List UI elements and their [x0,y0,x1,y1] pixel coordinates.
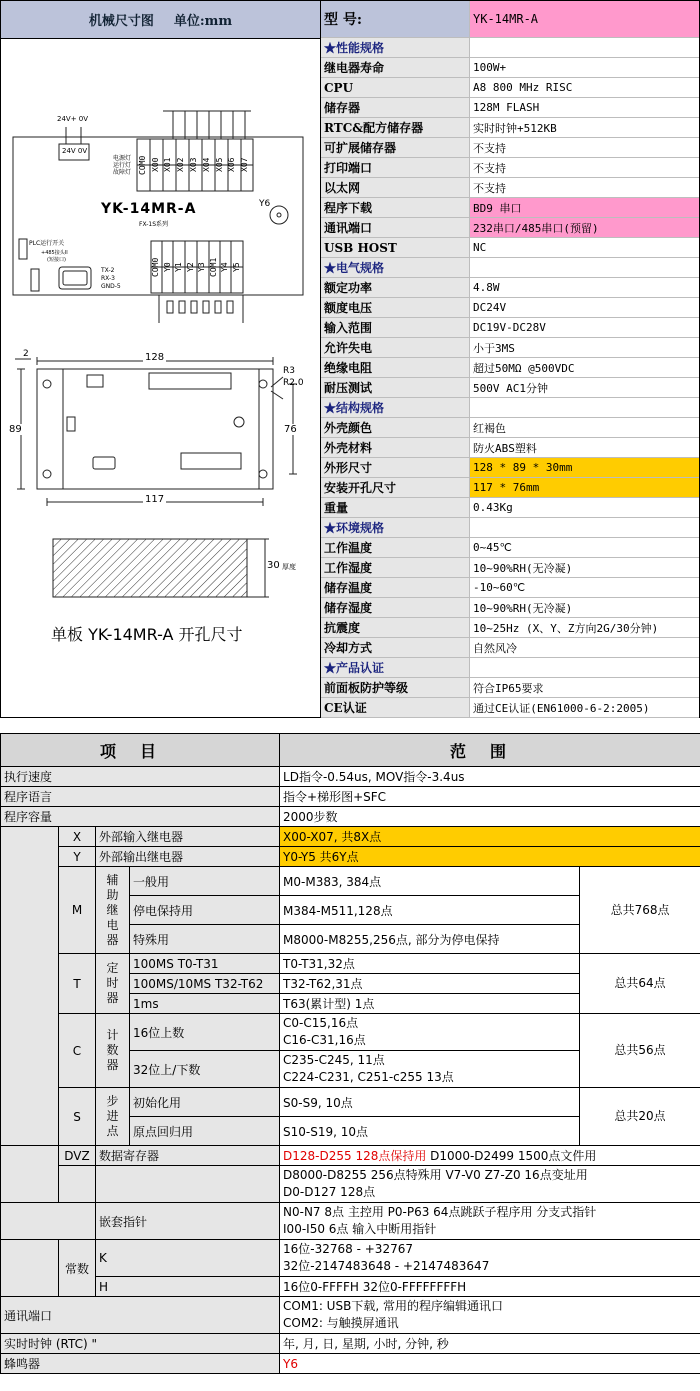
serial-pin-labels [101,267,121,291]
spec-value: DC19V-DC28V [470,318,700,338]
spec-value: 符合IP65要求 [470,678,700,698]
side-view-body [37,369,273,489]
power-label: 24V+ 0V [57,115,89,123]
spec-key: 可扩展储存器 [321,138,470,158]
spec-table [321,1,699,718]
prog-lang-label: 程序语言 [1,787,280,807]
spec-section-title: ★产品认证 [321,658,470,678]
spec-key: 重量 [321,498,470,518]
drawing-header [1,1,320,39]
spec-row [321,138,699,158]
spec-row [321,598,699,618]
spec-value: -10~60℃ [470,578,700,598]
dim-height: 89 [9,424,22,435]
c2-value-1: C235-C245, 11点 [283,1053,385,1067]
spec-key: 储存器 [321,98,470,118]
spec-value: 实时时钟+512KB [470,118,700,138]
input-pin: X02 [176,157,186,173]
table-row [1,1354,700,1374]
spec-row [321,418,699,438]
drawing-unit: 单位:mm [173,14,233,29]
dim-thickness: 30 [267,560,280,571]
t2-value: T32-T62,31点 [280,974,580,994]
spec-key: 安装开孔尺寸 [321,478,470,498]
nest-label: 嵌套指针 [96,1203,280,1240]
board-model: YK-14MR-A [101,201,197,217]
x-code: X [59,827,96,847]
spec-section-title: ★性能规格 [321,38,470,58]
plc-switch-label: PLC运行开关 [29,240,65,247]
input-pin: X03 [189,157,199,173]
y6-label: Y6 [259,199,271,209]
spec-row [321,278,699,298]
spec-key: 冷却方式 [321,638,470,658]
spec-value: 4.8W [470,278,700,298]
k-value-2: 32位-2147483648 - +2147483647 [283,1259,490,1273]
header-item: 项目 [1,734,280,767]
serial-pin: TX-2 [101,267,115,274]
spec-row [321,678,699,698]
output-pin: COM1 [208,257,218,277]
drawing-title: 机械尺寸图 [88,14,154,29]
spec-row [321,218,699,238]
s-group: 步进点 [106,1094,119,1138]
spec-row [321,378,699,398]
spec-section-title: ★环境规格 [321,518,470,538]
t1-label: 100MS T0-T31 [130,954,280,974]
spec-value: 自然风冷 [470,638,700,658]
m2-value: M384-M511,128点 [280,896,580,925]
dvz-label: 数据寄存器 [96,1146,280,1166]
spec-value: 小于3MS [470,338,700,358]
table-row [1,1014,700,1051]
m1-value: M0-M383, 384点 [280,867,580,896]
spec-value: 0~45℃ [470,538,700,558]
output-pin: Y4 [220,262,229,272]
prog-lang-value: 指令+梯形图+SFC [280,787,700,807]
header-range: 范围 [280,734,700,767]
spec-key: 输入范围 [321,318,470,338]
spec-key: CPU [321,78,470,98]
k-code: K [96,1240,280,1277]
spec-section-row [321,658,699,678]
spec-section-title: ★电气规格 [321,258,470,278]
spec-row [321,618,699,638]
spec-row [321,578,699,598]
nest-value-2: I00-I50 6点 输入中断用指针 [283,1222,437,1236]
h-value: 16位0-FFFFH 32位0-FFFFFFFFH [280,1277,700,1297]
prog-cap-value: 2000步数 [280,807,700,827]
spec-key: 工作湿度 [321,558,470,578]
table-row [1,1297,700,1334]
mechanical-drawing [1,39,320,717]
spec-section-row [321,38,699,58]
spec-key: RTC&配方储存器 [321,118,470,138]
spec-row [321,478,699,498]
table-row [1,767,700,787]
spec-value: DC24V [470,298,700,318]
input-pin: X00 [150,157,160,173]
output-pin: Y3 [197,262,206,272]
spec-value: 128M FLASH [470,98,700,118]
output-pin: Y5 [231,262,241,272]
spec-key: USB HOST [321,238,470,258]
output-pin-labels [151,244,243,290]
dim-cutout-height: 76 [284,424,297,435]
s2-label: 原点回归用 [130,1117,280,1146]
spec-key: 外壳颜色 [321,418,470,438]
nest-value-1: N0-N7 8点 主控用 P0-P63 64点跳跃子程序用 分支式指针 [283,1205,597,1219]
dim-r2: R2.0 [283,378,304,388]
spec-key: 储存湿度 [321,598,470,618]
spec-value: 不支持 [470,138,700,158]
spec-value: 232串口/485串口(预留) [470,218,700,238]
spec-key: 耐压测试 [321,378,470,398]
rs485-sub-label: (短接口) [47,257,66,263]
run-lamp-label: 运行灯 [113,162,132,169]
t3-label: 1ms [130,994,280,1014]
k-value-1: 16位-32768 - +32767 [283,1242,413,1256]
spec-section-row [321,258,699,278]
spec-row [321,98,699,118]
rtc-label: 实时时钟 (RTC) " [1,1334,280,1354]
c1-value-2: C16-C31,16点 [283,1033,366,1047]
table-row [1,1166,700,1203]
spec-value: 防火ABS塑料 [470,438,700,458]
table-row [1,1146,700,1166]
x-label: 外部输入继电器 [96,827,280,847]
spec-section-title: ★结构规格 [321,398,470,418]
model-value: YK-14MR-A [470,1,700,38]
drawing-svg [1,39,319,717]
exec-speed-value: LD指令-0.54us, MOV指令-3.4us [280,767,700,787]
output-pin: Y2 [185,262,195,272]
comm-value-2: COM2: 与触摸屏通讯 [283,1316,399,1330]
spec-value: 通过CE认证(EN61000-6-2:2005) [470,698,700,718]
t3-value: T63(累计型) 1点 [280,994,580,1014]
model-row [321,1,699,38]
spec-row [321,698,699,718]
spec-value [470,518,700,538]
spec-value: 500V AC1分钟 [470,378,700,398]
dim-cutout-width: 117 [145,494,165,505]
spec-row [321,538,699,558]
spec-value: 128 * 89 * 30mm [470,458,700,478]
spec-value: BD9 串口 [470,198,700,218]
spec-key: 继电器寿命 [321,58,470,78]
spec-value: 117 * 76mm [470,478,700,498]
m2-label: 停电保持用 [130,896,280,925]
power-lamp-label: 电源灯 [113,155,132,162]
spec-key: 程序下载 [321,198,470,218]
spec-key: 通讯端口 [321,218,470,238]
drawing-panel [1,1,321,717]
c2-label: 32位上/下数 [130,1051,280,1088]
s-total: 总共20点 [580,1088,700,1146]
s2-value: S10-S19, 10点 [280,1117,580,1146]
m-total: 总共768点 [580,867,700,954]
table-row [1,867,700,896]
spec-value [470,398,700,418]
spec-row [321,558,699,578]
m-group: 辅助继电器 [106,872,119,947]
output-pin: Y0 [162,262,172,272]
spec-value: 100W+ [470,58,700,78]
spec-key: 额定功率 [321,278,470,298]
t-total: 总共64点 [580,954,700,1014]
spec-key: 外壳材料 [321,438,470,458]
input-pin: COM0 [137,155,147,175]
c-code: C [59,1014,96,1088]
m1-label: 一般用 [130,867,280,896]
spec-key: 允许失电 [321,338,470,358]
table-row [1,827,700,847]
buzzer-value: Y6 [280,1354,700,1374]
spec-key: 抗震度 [321,618,470,638]
model-label: 型 号: [321,1,470,38]
spec-row [321,78,699,98]
dim-edge: 2 [23,349,29,359]
const-label: 常数 [59,1240,96,1297]
t-group: 定时器 [106,961,119,1005]
function-header [1,734,700,767]
input-pin: X04 [201,157,211,173]
spec-key: 外形尺寸 [321,458,470,478]
h-code: H [96,1277,280,1297]
y-label: 外部输出继电器 [96,847,280,867]
spec-value: 10~90%RH(无冷凝) [470,598,700,618]
comm-value-1: COM1: USB下载, 常用的程序编辑通讯口 [283,1299,503,1313]
spec-row [321,198,699,218]
fault-lamp-label: 故障灯 [113,169,132,176]
spec-row [321,118,699,138]
buzzer-label: 蜂鸣器 [1,1354,280,1374]
output-pin: COM0 [151,257,160,277]
spec-value [470,658,700,678]
table-row [1,1277,700,1297]
spec-key: 以太网 [321,178,470,198]
table-row [1,954,700,974]
spec-section-row [321,398,699,418]
spec-key: 额度电压 [321,298,470,318]
s1-label: 初始化用 [130,1088,280,1117]
c-group: 计数器 [106,1028,119,1072]
prog-cap-label: 程序容量 [1,807,280,827]
dvz-code: DVZ [59,1146,96,1166]
dvz2-value-2: D0-D127 128点 [283,1185,376,1199]
table-row [1,847,700,867]
c2-value-2: C224-C231, C251-c255 13点 [283,1070,454,1084]
power-box-label: 24V 0V [62,147,88,155]
s-code: S [59,1088,96,1146]
spec-value: 红褐色 [470,418,700,438]
spec-key: CE认证 [321,698,470,718]
spec-key: 前面板防护等级 [321,678,470,698]
spec-key: 绝缘电阻 [321,358,470,378]
spec-section-row [321,518,699,538]
table-row [1,787,700,807]
spec-row [321,298,699,318]
spec-value: 不支持 [470,178,700,198]
spec-row [321,318,699,338]
input-pin-labels [137,142,253,188]
dim-r3: R3 [283,366,295,376]
input-pin: X06 [227,157,237,173]
spec-value: NC [470,238,700,258]
thickness-label: 厚度 [282,563,296,571]
table-row [1,1203,700,1240]
spec-value [470,258,700,278]
c1-value-1: C0-C15,16点 [283,1016,359,1030]
spec-row [321,58,699,78]
t1-value: T0-T31,32点 [280,954,580,974]
spec-row [321,238,699,258]
s1-value: S0-S9, 10点 [280,1088,580,1117]
t-code: T [59,954,96,1014]
spec-key: 储存温度 [321,578,470,598]
spec-row [321,458,699,478]
exec-speed-label: 执行速度 [1,767,280,787]
spec-value: 10~90%RH(无冷凝) [470,558,700,578]
rs485-label: +485接头II [41,250,68,256]
table-row [1,1334,700,1354]
spec-row [321,638,699,658]
spec-value: 10~25Hz (X、Y、Z方向2G/30分钟) [470,618,700,638]
spec-value [470,38,700,58]
y-code: Y [59,847,96,867]
input-pin: X01 [163,157,173,173]
spec-value: A8 800 MHz RISC [470,78,700,98]
comm-label: 通讯端口 [1,1297,280,1334]
c1-label: 16位上数 [130,1014,280,1051]
spec-row [321,438,699,458]
board-series: FX-1S系列 [139,221,169,228]
spec-row [321,338,699,358]
table-row [1,1240,700,1277]
spec-row [321,358,699,378]
table-row [1,807,700,827]
spec-value: 0.43Kg [470,498,700,518]
output-pin: Y1 [174,262,183,272]
spec-row [321,498,699,518]
m3-value: M8000-M8255,256点, 部分为停电保持 [280,925,580,954]
input-pin: X07 [240,157,250,173]
rtc-value: 年, 月, 日, 星期, 小时, 分钟, 秒 [280,1334,700,1354]
y-value: Y0-Y5 共6Y点 [280,847,700,867]
table-row [1,1088,700,1117]
t2-label: 100MS/10MS T32-T62 [130,974,280,994]
x-value: X00-X07, 共8X点 [280,827,700,847]
dvz-value-file: D1000-D2499 1500点文件用 [426,1149,597,1163]
input-pin: X05 [214,157,224,173]
spec-value: 不支持 [470,158,700,178]
serial-pin: GND-5 [101,283,121,290]
spec-value: 超过50MΩ @500VDC [470,358,700,378]
spec-row [321,158,699,178]
indicator-labels [113,155,131,176]
dim-width: 128 [145,352,165,363]
dvz-value-hold: D128-D255 128点保持用 [283,1149,427,1163]
spec-row [321,178,699,198]
drawing-caption: 单板 YK-14MR-A 开孔尺寸 [51,625,243,644]
c-total: 总共56点 [580,1014,700,1088]
spec-key: 工作温度 [321,538,470,558]
serial-pin: RX-3 [101,275,115,282]
m-code: M [59,867,96,954]
spec-key: 打印端口 [321,158,470,178]
m3-label: 特殊用 [130,925,280,954]
dvz2-value-1: D8000-D8255 256点特殊用 V7-V0 Z7-Z0 16点变址用 [283,1168,588,1182]
function-table [0,733,700,1374]
